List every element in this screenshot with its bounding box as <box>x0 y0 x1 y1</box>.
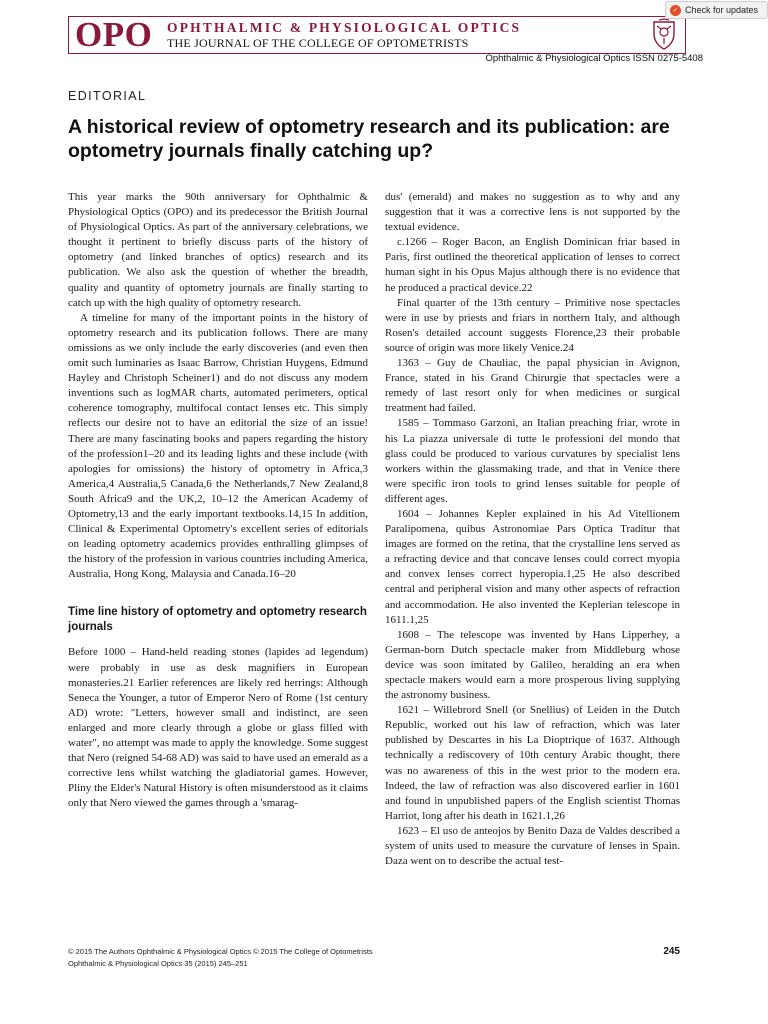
paragraph: 1585 – Tommaso Garzoni, an Italian preaching friar, wrote in his La piazza universale di tutte le professioni del mondo that glass could be produced to various curvatures by specialist lens workers within the glassmaking trade, and that in Venice there were specific iron tools to grind lenses suitable for people of different ages. <box>385 417 680 505</box>
paragraph: 1621 – Willebrord Snell (or Snellius) of Leiden in the Dutch Republic, worked out his law of refraction, which was later published by Descartes in his La Dioptrique of 1637. Although technically a rediscovery of 10th century Arabic thought, there was no awareness of this in the west prior to the modern era. Indeed, the law of refraction was also discovered earlier in 1601 and found in unpublished papers of the English scientist Thomas Harriot, long after his death in 1621.1,26 <box>385 704 680 822</box>
left-column <box>68 190 368 811</box>
section-label: EDITORIAL <box>68 89 147 103</box>
check-for-updates-button[interactable] <box>665 1 768 19</box>
page-footer <box>68 946 373 970</box>
paragraph: 1604 – Johannes Kepler explained in his Ad Vitellionem Paralipomena, quibus Astronomiae Pars Optica Traditur that images are formed on the retina, that the crystalline lens served as a refracting device and that concave lenses could correct myopia and convex lenses correct hyperopia.1,25 He also described central and peripheral vision and many other aspects of refraction and accommodation. He also invented the Keplerian telescope in 1611.1,25 <box>385 507 680 626</box>
paragraph: 1608 – The telescope was invented by Hans Lipperhey, a German-born Dutch spectacle maker from Middleburg whose device was soon imitated by Galileo, heralding an era when spectacle makers would earn a more prosperous living supplying the astronomy business. <box>385 628 680 702</box>
journal-subtitle: THE JOURNAL OF THE COLLEGE OF OPTOMETRISTS <box>167 36 469 50</box>
article-title: A historical review of optometry research and its publication: are optometry journals finally catching up? <box>68 116 670 162</box>
journal-masthead <box>68 16 686 54</box>
crossmark-icon: ✓ <box>670 5 681 16</box>
paragraph: A timeline for many of the important points in the history of optometry research and its publication follows. There are many omissions as we only include the early discoveries (and even then omit such luminaries as Isaac Barrow, Christian Huygens, Edmund Hayley and Christoph Scheiner1) and do not discuss any modern inventions such as logMAR charts, automated perimeters, optical coherence tomography, multifocal contact lenses etc. This simply reflects our desire not to have an editorial the size of an issue! There are many fascinating books and papers regarding the history of the profession1–20 and its leading lights and these include (with apologies for omissions) the history of optometry in Africa,3 America,4 Australia,5 Canada,6 the Netherlands,7 New Zealand,8 South Africa9 and the UK,2, 10–12 the American Academy of Optometry,13 and the early important textbooks.14,15 In addition, Clinical & Experimental Optometry's excellent series of editorials on leading optometry academics provides enthralling glimpses of the history of the profession in various countries including America, Australia, Hong Kong, Malaysia and Canada.16–20 <box>68 311 368 581</box>
journal-logo: OPO <box>75 15 153 54</box>
paragraph: 1363 – Guy de Chauliac, the papal physician in Avignon, France, stated in his Grand Chirurgie that spectacles were a remedy of last resort only for when medicines or surgical treatment had failed. <box>385 357 680 415</box>
paragraph: dus' (emerald) and makes no suggestion as to why and any suggestion that it was a corrective lens is not supported by the textual evidence. <box>385 191 680 234</box>
right-column <box>385 190 680 869</box>
paragraph: This year marks the 90th anniversary for Ophthalmic & Physiological Optics (OPO) and its predecessor the British Journal of Physiological Optics. As part of the anniversary celebrations, we thought it pertinent to briefly discuss parts of the history of optometry (and linked branches of optics) research and its publication. We also ask the question of whether the breadth, quality and quantity of optometry journals are finally starting to catch up with the high quality of optometry research. <box>68 191 368 309</box>
journal-title: OPHTHALMIC & PHYSIOLOGICAL OPTICS <box>167 20 522 35</box>
page-number: 245 <box>663 946 680 957</box>
paragraph: Final quarter of the 13th century – Primitive nose spectacles were in use by priests and friars in northern Italy, and although Rosen's detailed account suggests Florence,23 their probable source of origin was more likely Venice.24 <box>385 296 680 354</box>
paragraph: Before 1000 – Hand-held reading stones (lapides ad legendum) were probably in use as desk magnifiers in European monasteries.21 Earlier references are likely red herrings: Although Seneca the Younger, a tutor of Emperor Nero of Rome (1st century AD) wrote: "Letters, however small and indistinct, are seen enlarged and more clearly through a globe or glass filled with water", no attempt was made to apply the knowledge. Some suggest that Nero (reigned 54-68 AD) was said to have used an emerald as a corrective lens whilst watching the gladiatorial games. However, Pliny the Elder's Natural History is often misunderstood as it claims only that Nero viewed the games through a 'smarag- <box>68 646 368 810</box>
check-for-updates-label: Check for updates <box>685 5 759 15</box>
college-crest-icon <box>649 18 679 51</box>
copyright-line: © 2015 The Authors Ophthalmic & Physiological Optics © 2015 The College of Optometrists <box>68 947 373 956</box>
paragraph: 1623 – El uso de anteojos by Benito Daza de Valdes described a system of units used to measure the curvature of lenses in Spain. Daza went on to describe the actual test- <box>385 824 680 868</box>
paragraph: c.1266 – Roger Bacon, an English Dominican friar based in Paris, first outlined the theoretical application of lenses to correct human sight in his Opus Majus although there is no evidence that he produced a practical device.22 <box>385 236 680 294</box>
citation-line: Ophthalmic & Physiological Optics 35 (2015) 245–251 <box>68 959 248 968</box>
issn-line: Ophthalmic & Physiological Optics ISSN 0275-5408 <box>485 53 703 64</box>
section-heading: Time line history of optometry and optometry research journals <box>68 606 367 634</box>
